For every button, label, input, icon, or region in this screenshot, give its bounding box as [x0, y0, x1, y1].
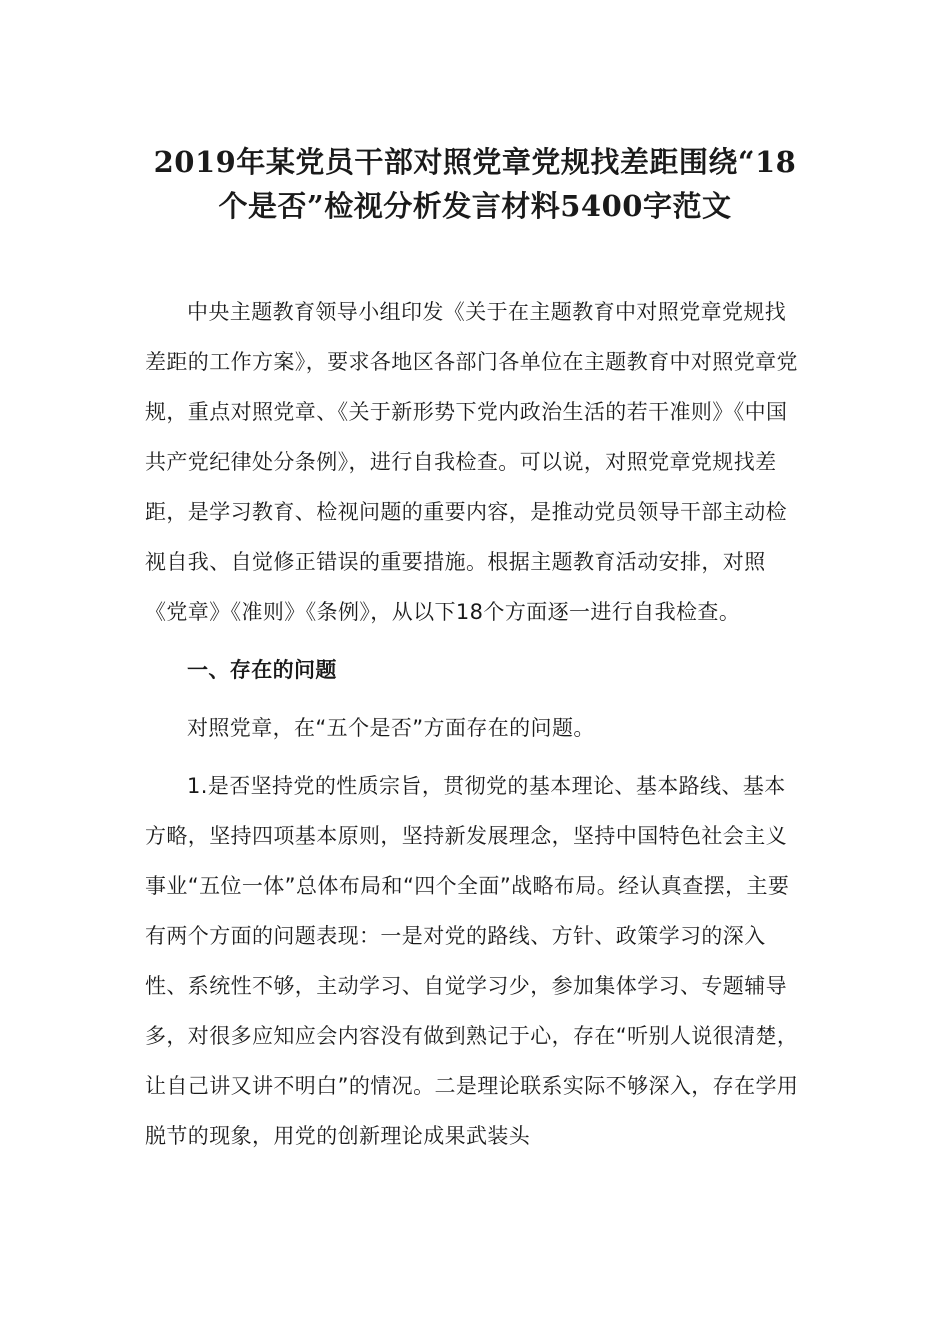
item-1-paragraph: 1.是否坚持党的性质宗旨，贯彻党的基本理论、基本路线、基本方略，坚持四项基本原则，坚持新发展理念，坚持中国特色社会主义事业“五位一体”总体布局和“四个全面”战略布局。经认真查摆，主要有两个方面的问题表现：一是对党的路线、方针、政策学习的深入性、系统性不够，主动学习、自觉学习少，参加集体学习、专题辅导多，对很多应知应会内容没有做到熟记于心，存在“听别人说很清楚，让自己讲又讲不明白”的情况。二是理论联系实际不够深入，存在学用脱节的现象，用党的创新理论成果武装头: [145, 774, 799, 1148]
section-lead-paragraph: 对照党章，在“五个是否”方面存在的问题。: [187, 716, 595, 740]
section-heading: 一、存在的问题: [187, 658, 337, 682]
document-body: [145, 287, 805, 1161]
intro-paragraph: 中央主题教育领导小组印发《关于在主题教育中对照党章党规找差距的工作方案》，要求各地区各部门各单位在主题教育中对照党章党规，重点对照党章、《关于新形势下党内政治生活的若干准则》《中国共产党纪律处分条例》，进行自我检查。可以说，对照党章党规找差距，是学习教育、检视问题的重要内容，是推动党员领导干部主动检视自我、自觉修正错误的重要措施。根据主题教育活动安排，对照《党章》《准则》《条例》，从以下18个方面逐一进行自我检查。: [145, 300, 798, 624]
document-title: 2019年某党员干部对照党章党规找差距围绕“18个是否”检视分析发言材料5400字范文: [153, 145, 797, 223]
